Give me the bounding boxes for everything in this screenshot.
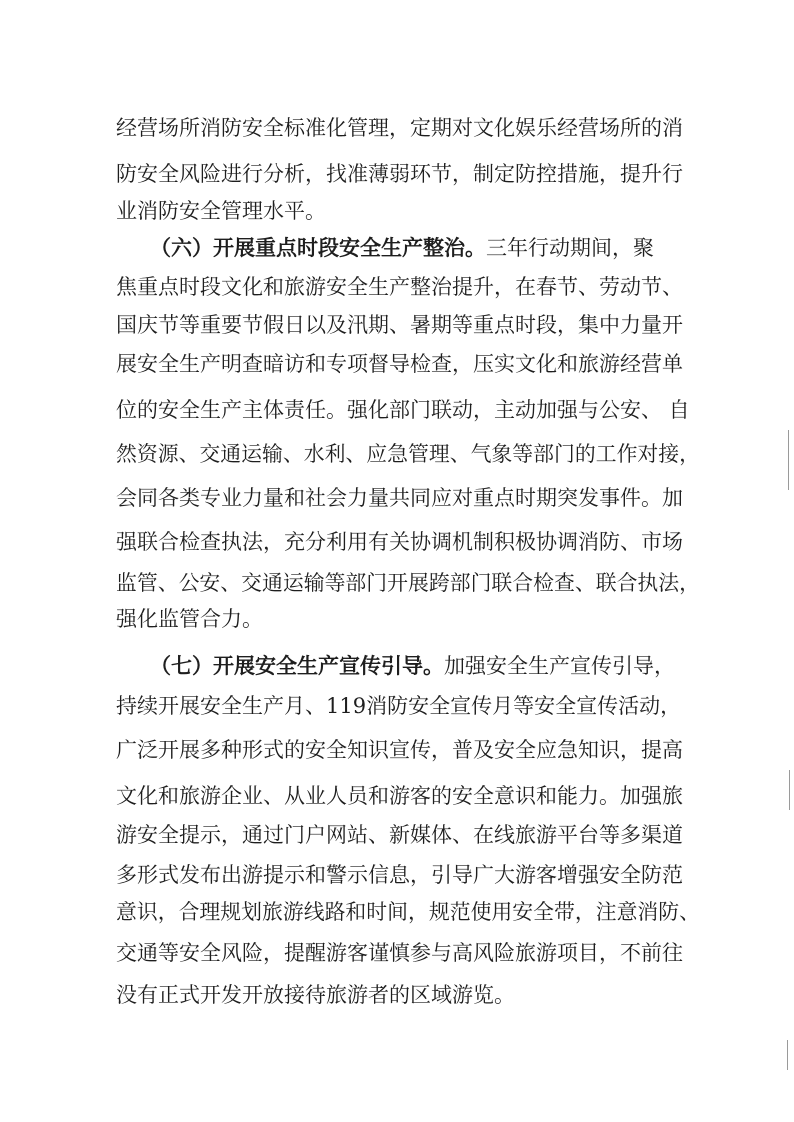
section6-line-2: 焦重点时段文化和旅游安全生产整治提升，在春节、劳动节、 <box>116 275 683 299</box>
section6-line-4: 展安全生产明查暗访和专项督导检查，压实文化和旅游经营单 <box>116 352 683 376</box>
scan-artifact-mark <box>788 430 789 490</box>
section6-first-line-text: 三年行动期间，聚 <box>486 236 654 260</box>
section7-line-8: 交通等安全风险，提醒游客谨慎参与高风险旅游项目，不前往 <box>116 941 683 965</box>
section6-line-8: 强联合检查执法，充分利用有关协调机制积极协调消防、市场 <box>116 530 683 554</box>
section6-line-6: 然资源、交通运输、水利、应急管理、气象等部门的工作对接， <box>116 442 700 466</box>
section7-line-5: 游安全提示，通过门户网站、新媒体、在线旅游平台等多渠道 <box>116 823 683 847</box>
intro-line-1: 经营场所消防安全标准化管理，定期对文化娱乐经营场所的消 <box>116 116 683 140</box>
section6-heading: （六）开展重点时段安全生产整治。 <box>150 235 486 260</box>
section7-line-9: 没有正式开发开放接待旅游者的区域游览。 <box>116 983 515 1007</box>
section6-line-9: 监管、公安、交通运输等部门开展跨部门联合检查、联合执法， <box>116 571 700 595</box>
section7-line-2: 持续开展安全生产月、119消防安全宣传月等安全宣传活动， <box>116 694 682 718</box>
section7-first-line <box>150 652 675 680</box>
section6-first-line <box>150 234 654 262</box>
section6-line-10: 强化监管合力。 <box>116 607 263 631</box>
section6-line-3: 国庆节等重要节假日以及汛期、暑期等重点时段，集中力量开 <box>116 313 683 337</box>
intro-line-2: 防安全风险进行分析，找准薄弱环节，制定防控措施，提升行 <box>116 162 683 186</box>
intro-line-3: 业消防安全管理水平。 <box>116 199 326 223</box>
section7-line-7: 意识，合理规划旅游线路和时间，规范使用安全带，注意消防、 <box>116 900 700 924</box>
section6-line-5: 位的安全生产主体责任。强化部门联动，主动加强与公安、 自 <box>116 398 690 422</box>
section7-line-3: 广泛开展多种形式的安全知识宣传，普及安全应急知识，提高 <box>116 738 683 762</box>
section7-line-4: 文化和旅游企业、从业人员和游客的安全意识和能力。加强旅 <box>116 784 683 808</box>
section6-line-7: 会同各类专业力量和社会力量共同应对重点时期突发事件。加 <box>116 486 683 510</box>
section7-heading: （七）开展安全生产宣传引导。 <box>150 653 444 678</box>
section7-line-6: 多形式发布出游提示和警示信息，引导广大游客增强安全防范 <box>116 863 683 887</box>
section7-first-line-text: 加强安全生产宣传引导， <box>444 654 675 678</box>
scan-artifact-mark <box>787 1040 788 1070</box>
scan-artifact-mark <box>789 770 790 810</box>
